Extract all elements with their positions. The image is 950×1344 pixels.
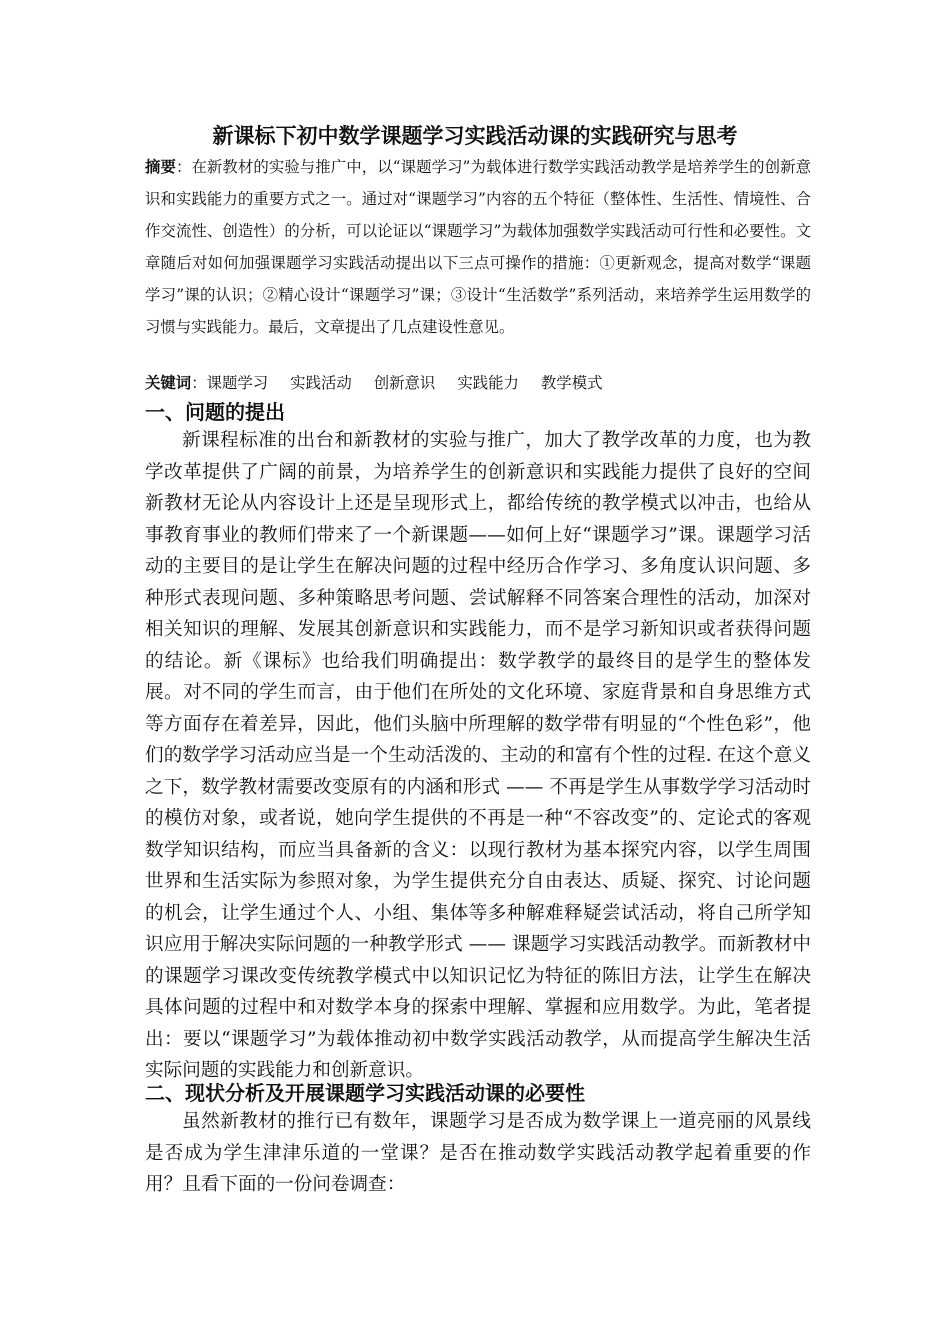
keyword: 创新意识: [373, 374, 436, 392]
section-heading-1: 一、问题的提出: [145, 400, 285, 424]
keywords-label: 关键词: [145, 374, 192, 392]
section-1-paragraph: 新课程标准的出台和新教材的实验与推广，加大了教学改革的力度，也为教学改革提供了广阔的前景，为培养学生的创新意识和实践能力提供了良好的空间新教材无论从内容设计上还是呈现形式上，都给传统的教学模式以冲击，也给从事教育事业的教师们带来了一个新课题——如何上好“课题学习”课。课题学习活动的主要目的是让学生在解决问题的过程中经历合作学习、多角度认识问题、多种形式表现问题、多种策略思考问题、尝试解释不同答案合理性的活动，加深对相关知识的理解、发展其创新意识和实践能力，而不是学习新知识或者获得问题的结论。新《课标》也给我们明确提出：数学教学的最终目的是学生的整体发展。对不同的学生而言，由于他们在所处的文化环境、家庭背景和自身思维方式等方面存在着差异，因此，他们头脑中所理解的数学带有明显的“个性色彩”，他们的数学学习活动应当是一个生动活泼的、主动的和富有个性的过程. 在这个意义之下，数学教材需要改变原有的内涵和形式 —— 不再是学生从事数学学习活动时的模仿对象，或者说，她向学生提供的不再是一种“不容改变”的、定论式的客观数学知识结构，而应当具备新的含义：以现行教材为基本探究内容，以学生周围世界和生活实际为参照对象，为学生提供充分自由表达、质疑、探究、讨论问题的机会，让学生通过个人、小组、集体等多种解难释疑尝试活动，将自己所学知识应用于解决实际问题的一种教学形式 —— 课题学习实践活动教学。而新教材中的课题学习课改变传统教学模式中以知识记忆为特征的陈旧方法，让学生在解决具体问题的过程中和对数学本身的探索中理解、掌握和应用数学。为此，笔者提出：要以“课题学习”为载体推动初中数学实践活动教学，从而提高学生解决生活实际问题的实践能力和创新意识。: [145, 430, 811, 1081]
abstract-text: ：在新教材的实验与推广中，以“课题学习”为载体进行数学实践活动教学是培养学生的创新意识和实践能力的重要方式之一。通过对“课题学习”内容的五个特征（整体性、生活性、情境性、合作交流性、创造性）的分析，可以论证以“课题学习”为载体加强数学实践活动可行性和必要性。文章随后对如何加强课题学习实践活动提出以下三点可操作的措施：①更新观念，提高对数学“课题学习”课的认识；②精心设计“课题学习”课；③设计“生活数学”系列活动，来培养学生运用数学的习惯与实践能力。最后，文章提出了几点建设性意见。: [145, 158, 811, 336]
keywords-colon: ：: [191, 374, 207, 392]
section-heading-2: 二、现状分析及开展课题学习实践活动课的必要性: [145, 1081, 585, 1105]
abstract-label: 摘要: [145, 158, 176, 176]
keyword: 实践能力: [457, 374, 519, 392]
abstract: [145, 151, 811, 343]
keyword: 实践活动: [290, 374, 352, 392]
keyword: 教学模式: [540, 374, 603, 392]
keyword: 课题学习: [206, 374, 269, 392]
section-2-paragraph: 虽然新教材的推行已有数年，课题学习是否成为数学课上一道亮丽的风景线是否成为学生津津乐道的一堂课？是否在推动数学实践活动教学起着重要的作用？且看下面的一份问卷调查：: [145, 1111, 811, 1195]
keywords-line: [145, 369, 811, 397]
document-title: 新课标下初中数学课题学习实践活动课的实践研究与思考: [212, 124, 738, 148]
